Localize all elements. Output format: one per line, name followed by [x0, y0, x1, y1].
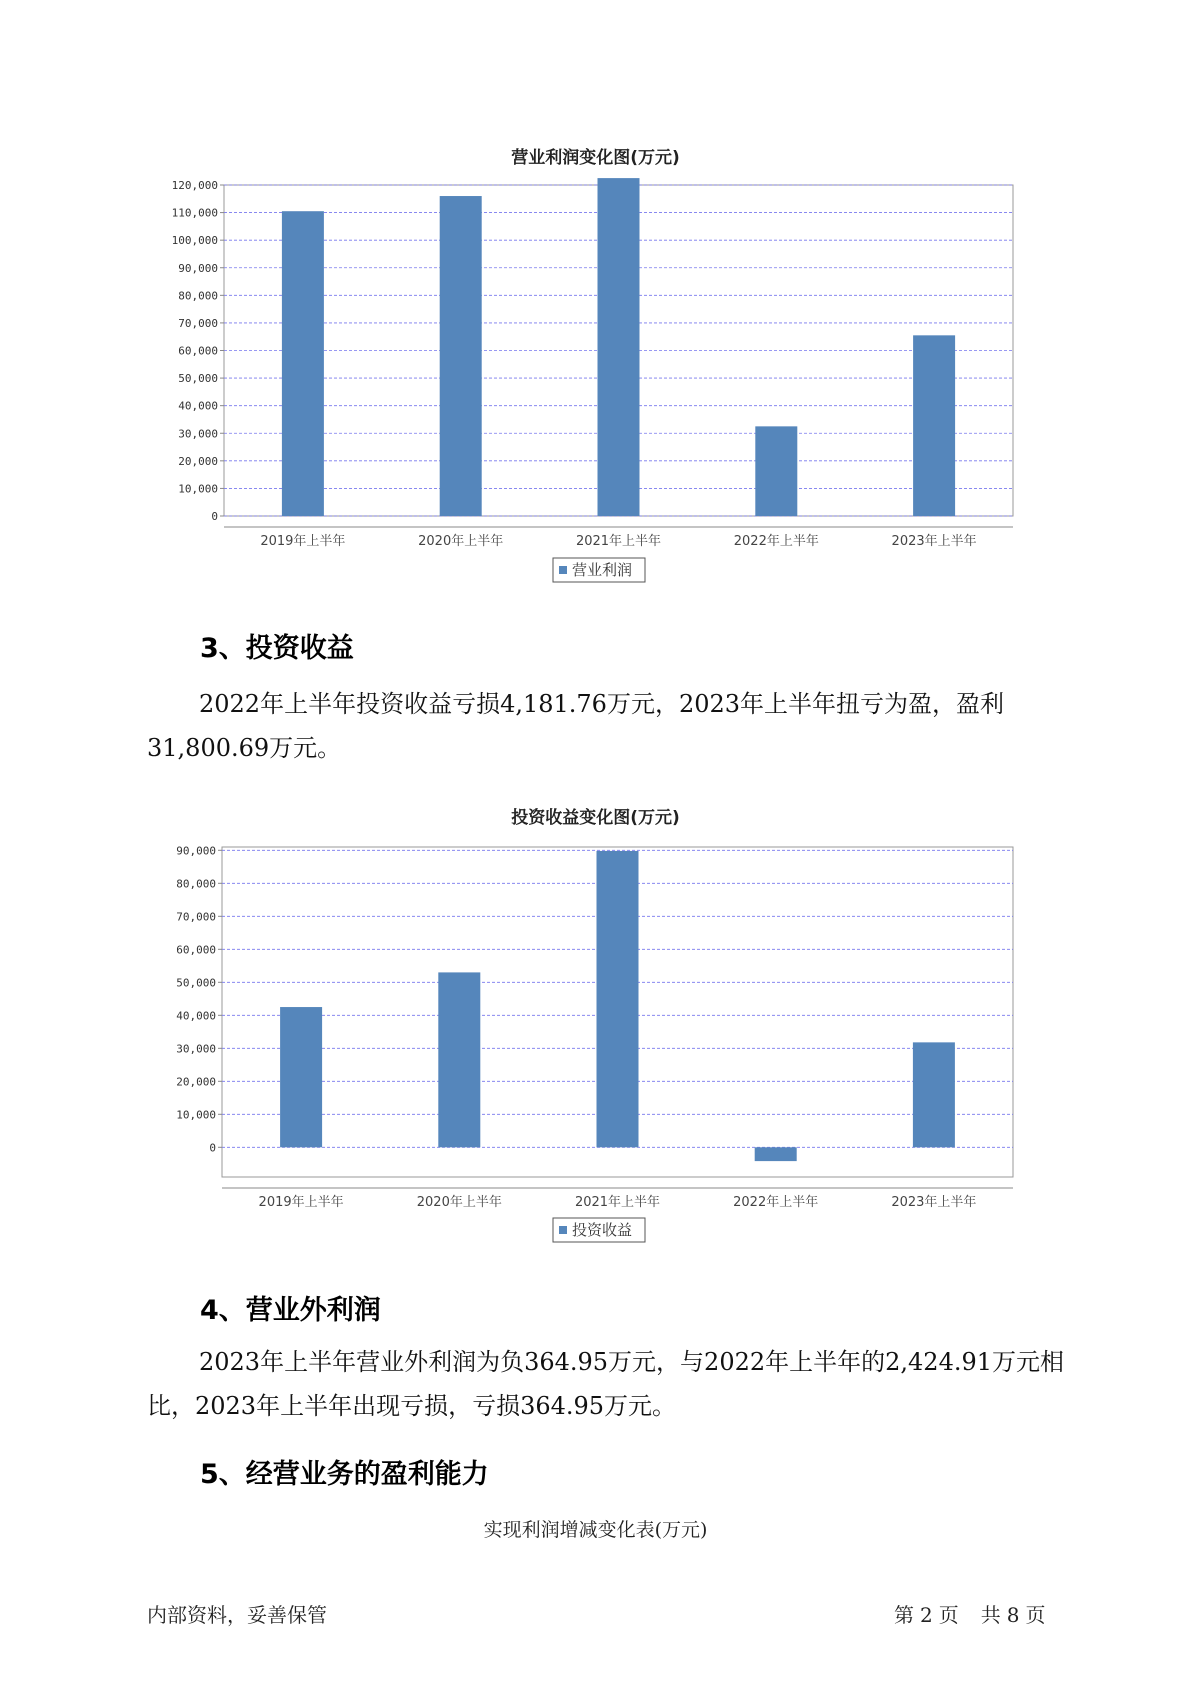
- x-tick-label: 2019年上半年: [260, 534, 346, 549]
- y-tick-label: 40,000: [176, 1009, 216, 1023]
- y-tick-label: 50,000: [178, 372, 218, 386]
- y-tick-label: 10,000: [178, 482, 218, 496]
- y-tick-label: 90,000: [176, 844, 216, 858]
- y-tick-label: 120,000: [171, 179, 218, 192]
- y-tick-label: 70,000: [178, 316, 218, 330]
- x-tick-label: 2021年上半年: [575, 534, 662, 549]
- x-tick-label: 2020年上半年: [418, 534, 504, 549]
- y-tick-label: 70,000: [176, 910, 216, 924]
- page-word: 页: [938, 1603, 959, 1627]
- bar: [282, 211, 324, 516]
- y-tick-label: 20,000: [176, 1075, 216, 1089]
- legend-label: 营业利润: [572, 561, 633, 579]
- y-tick-label: 110,000: [171, 206, 218, 220]
- x-tick-label: 2019年上半年: [258, 1195, 344, 1210]
- x-tick-label: 2020年上半年: [416, 1195, 502, 1210]
- bar: [913, 1042, 955, 1147]
- x-tick-label: 2021年上半年: [574, 1195, 661, 1210]
- total-prefix: 共: [980, 1603, 1001, 1627]
- table-caption: 实现利润增减变化表(万元): [483, 1519, 708, 1541]
- chart-title: 投资收益变化图(万元): [511, 808, 680, 828]
- y-tick-label: 10,000: [176, 1108, 216, 1122]
- section-heading: 4、营业外利润: [200, 1295, 381, 1326]
- page-number: 2: [920, 1603, 933, 1627]
- page-prefix: 第: [894, 1603, 914, 1627]
- y-tick-label: 80,000: [176, 877, 216, 891]
- total-pages: 8: [1006, 1603, 1020, 1627]
- chart-title: 营业利润变化图(万元): [511, 148, 680, 168]
- bar: [597, 851, 639, 1147]
- y-tick-label: 20,000: [178, 454, 218, 468]
- legend-swatch: [559, 566, 567, 574]
- bar: [440, 196, 482, 516]
- legend-label: 投资收益: [572, 1221, 633, 1239]
- bar: [598, 178, 640, 516]
- section-paragraph: 2022年上半年投资收益亏损4,181.76万元，2023年上半年扭亏为盈，盈利31,800.69万元。: [147, 690, 1005, 762]
- x-tick-label: 2022年上半年: [733, 1195, 819, 1210]
- bar: [755, 426, 797, 516]
- y-tick-label: 100,000: [171, 234, 218, 248]
- x-tick-label: 2022年上半年: [733, 534, 819, 549]
- y-tick-label: 50,000: [176, 976, 216, 990]
- footer-page-info: [894, 1599, 1051, 1628]
- x-tick-label: 2023年上半年: [891, 1195, 977, 1210]
- bar: [755, 1147, 797, 1161]
- y-tick-label: 30,000: [178, 427, 218, 441]
- y-tick-label: 90,000: [178, 261, 218, 275]
- y-tick-label: 0: [211, 510, 218, 523]
- bar: [913, 335, 955, 516]
- y-tick-label: 40,000: [178, 399, 218, 413]
- x-tick-label: 2023年上半年: [891, 534, 977, 549]
- total-word: 页: [1025, 1603, 1046, 1627]
- bar: [438, 972, 480, 1147]
- y-tick-label: 60,000: [178, 344, 218, 358]
- investment-income-chart: [0, 820, 1191, 1260]
- section-heading: 3、投资收益: [200, 633, 354, 664]
- y-tick-label: 30,000: [176, 1042, 216, 1056]
- footer-confidential: 内部资料，妥善保管: [147, 1603, 327, 1627]
- y-tick-label: 60,000: [176, 943, 216, 957]
- bar: [280, 1007, 322, 1147]
- y-tick-label: 0: [209, 1141, 216, 1155]
- section-paragraph: 2023年上半年营业外利润为负364.95万元，与2022年上半年的2,424.91万元相比，2023年上半年出现亏损，亏损364.95万元。: [147, 1348, 1065, 1420]
- legend-swatch: [559, 1226, 567, 1234]
- y-tick-label: 80,000: [178, 289, 218, 303]
- operating-profit-chart: [0, 160, 1191, 720]
- section-heading: 5、经营业务的盈利能力: [200, 1459, 489, 1490]
